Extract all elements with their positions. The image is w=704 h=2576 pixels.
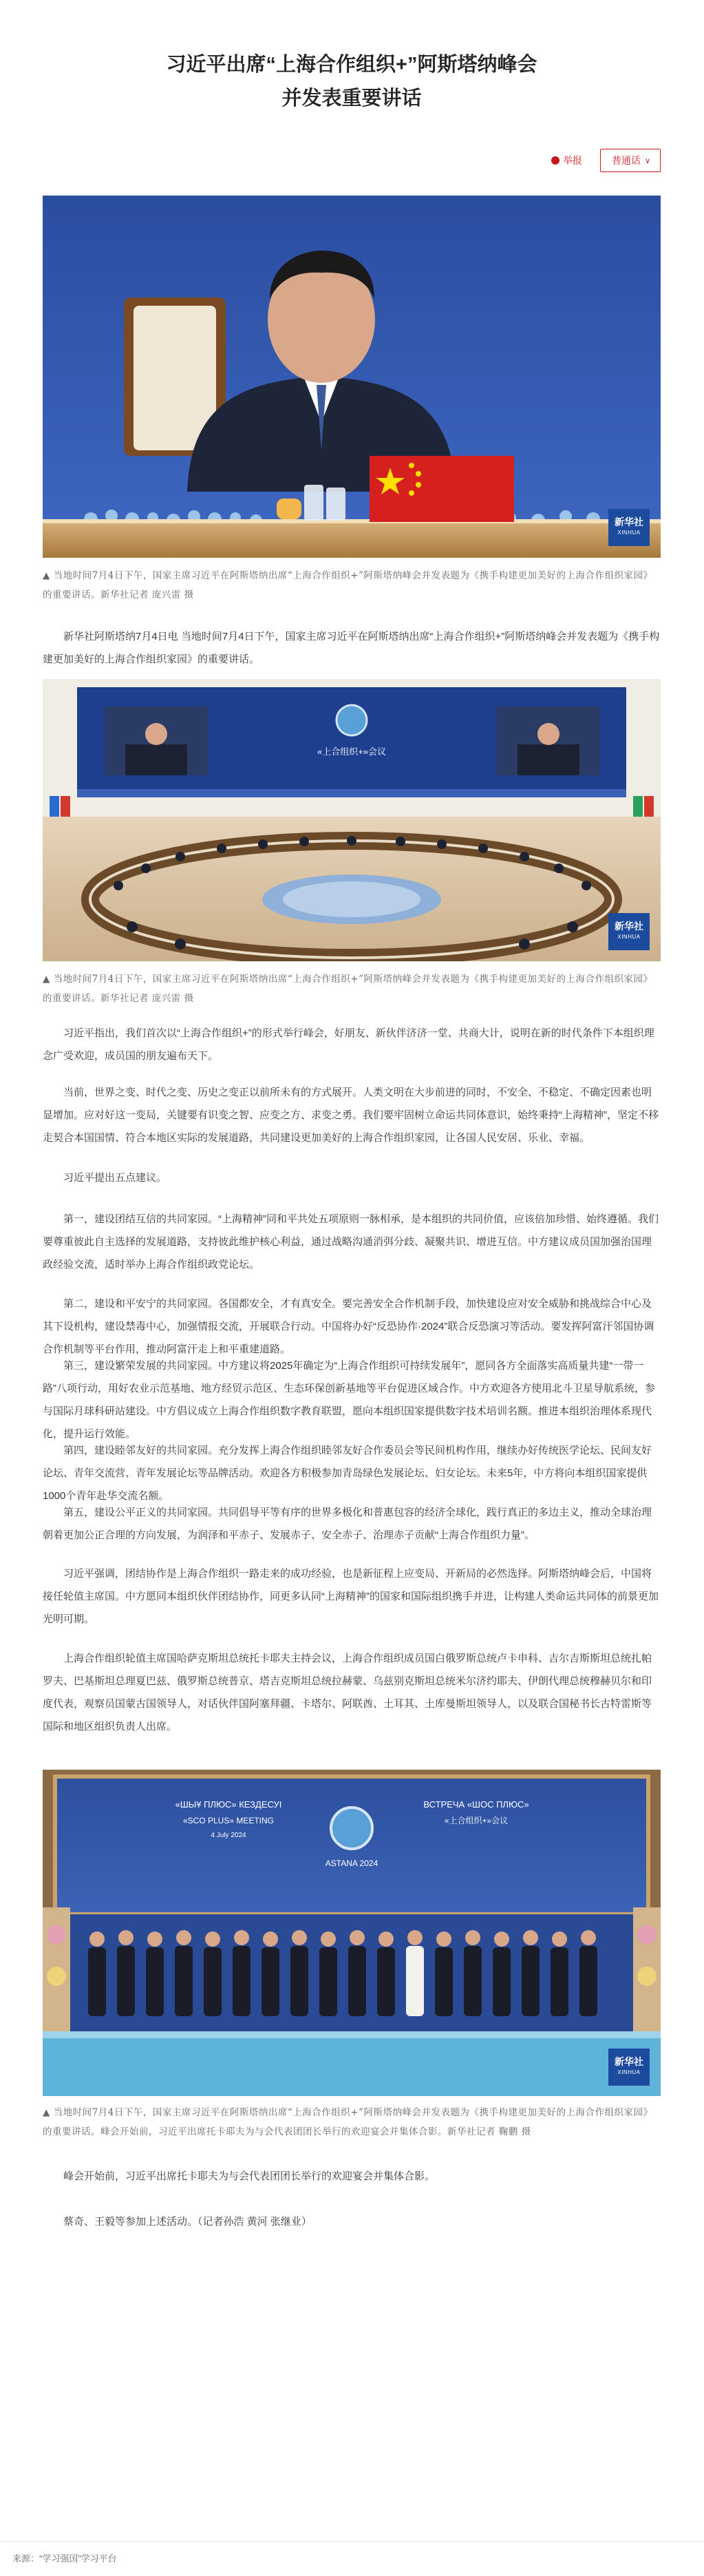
article-title-line1: 习近平出席“上海合作组织+”阿斯塔纳峰会 xyxy=(166,54,537,76)
article-photo-hall xyxy=(43,679,661,961)
article-title xyxy=(43,48,661,116)
audio-version-select[interactable] xyxy=(600,149,661,172)
group-backdrop-astana: ASTANA 2024 xyxy=(325,1858,378,1868)
hall-screen-text: «上合组织+»会议 xyxy=(317,746,387,757)
paragraph-5: 第一，建设团结互信的共同家园。“上海精神”同和平共处五项原则一脉相承，是本组织的共同价值，应该倍加珍惜、始终遵循。我们要尊重彼此自主选择的发展道路，支持彼此维护核心利益，通过战略沟通消弭分歧、凝聚共识、增进互信。中方建议成员国加强治国理政经验交流，适时举办上海合作组织政党论坛。 xyxy=(43,1213,659,1270)
article-tools xyxy=(551,149,661,172)
article-photo-group xyxy=(43,1770,661,2096)
report-icon xyxy=(551,156,559,165)
group-backdrop-cn: «上合组织+»会议 xyxy=(444,1816,509,1825)
report-label: 举报 xyxy=(562,155,582,166)
paragraph-12: 峰会开始前，习近平出席托卡耶夫为与会代表团团长举行的欢迎宴会并集体合影。 xyxy=(63,2170,436,2182)
paragraph-4: 习近平提出五点建议。 xyxy=(63,1172,167,1184)
xinhua-logo: 新华社 XINHUA xyxy=(608,2049,650,2086)
paragraph-1: 新华社阿斯塔纳7月4日电 当地时间7月4日下午，国家主席习近平在阿斯塔纳出席“上海合作组织+”阿斯塔纳峰会并发表题为《携手构建更加美好的上海合作组织家园》的重要讲话。 xyxy=(43,631,660,665)
xinhua-logo: 新华社 XINHUA xyxy=(608,913,650,950)
photo-speech-caption: ▲ 当地时间7月4日下午，国家主席习近平在阿斯塔纳出席“上海合作组织+”阿斯塔纳峰会并发表题为《携手构建更加美好的上海合作组织家园》的重要讲话。新华社记者 庞兴雷 摄 xyxy=(43,570,653,600)
group-backdrop-en: «SCO PLUS» MEETING xyxy=(182,1816,275,1825)
paragraph-10: 习近平强调，团结协作是上海合作组织一路走来的成功经验，也是新征程上应变局、开新局的必然选择。阿斯塔纳峰会后，中国将接任轮值主席国。中方愿同本组织伙伴团结协作，同更多认同“上海精神”的国家和国际组织携手并进，让构建人类命运共同体的前景更加光明可期。 xyxy=(43,1568,659,1625)
chevron-down-icon: ∨ xyxy=(644,156,650,165)
article-photo-speech xyxy=(43,196,661,558)
page-footer xyxy=(0,2541,704,2576)
paragraph-8: 第四，建设睦邻友好的共同家园。充分发挥上海合作组织睦邻友好合作委员会等民间机构作用，继续办好传统医学论坛、民间友好论坛、青年交流营、青年发展论坛等品牌活动。欢迎各方积极参加青岛绿色发展论坛、妇女论坛。未来5年，中方将向本组织国家提供1000个青年赴华交流名额。 xyxy=(43,1445,652,1502)
report-button[interactable] xyxy=(551,154,582,167)
source-label: 来源：“学习强国”学习平台 xyxy=(12,2553,117,2564)
group-backdrop-kz: «ШЫҰ ПЛЮС» КЕЗДЕСУІ xyxy=(175,1799,282,1810)
photo-group-image xyxy=(43,1770,661,2096)
audio-version-label: 普通话 xyxy=(611,155,641,166)
group-backdrop-date: 4 July 2024 xyxy=(211,1832,246,1839)
paragraph-7: 第三，建设繁荣发展的共同家园。中方建议将2025年确定为“上海合作组织可持续发展年”，愿同各方全面落实高质量共建“一带一路”八项行动，用好农业示范基地、地方经贸示范区、生态环保创新基地等平台促进区域合作。中方欢迎各方使用北斗卫星导航系统，参与国际月球科研站建设。中方倡议成立上海合作组织数字教育联盟，愿向本组织国家提供数字技术培训名额。推进本组织治理体系现代化，提升运行效能。 xyxy=(43,1360,656,1440)
paragraph-3: 当前，世界之变、时代之变、历史之变正以前所未有的方式展开。人类文明在大步前进的同时，不安全、不稳定、不确定因素也明显增加。应对好这一变局，关键要有识变之智、应变之方、求变之勇。我们要牢固树立命运共同体意识，始终秉持“上海精神”，坚定不移走契合本国国情、符合本地区实际的发展道路，共同建设更加美好的上海合作组织家园，让各国人民安居、乐业、幸福。 xyxy=(43,1087,659,1144)
paragraph-2: 习近平指出，我们首次以“上海合作组织+”的形式举行峰会，好朋友、新伙伴济济一堂、共商大计，说明在新的时代条件下本组织理念广受欢迎，成员国的朋友遍布天下。 xyxy=(43,1027,654,1062)
group-backdrop-ru: ВСТРЕЧА «ШОС ПЛЮС» xyxy=(423,1799,529,1810)
paragraph-9: 第五，建设公平正义的共同家园。共同倡导平等有序的世界多极化和普惠包容的经济全球化，践行真正的多边主义，推动全球治理朝着更加公正合理的方向发展，为润泽和平赤子、发展赤子、安全赤子、治理赤子贡献“上海合作组织力量”。 xyxy=(43,1507,652,1541)
paragraph-11: 上海合作组织轮值主席国哈萨克斯坦总统托卡耶夫主持会议，上海合作组织成员国白俄罗斯总统卢卡申科、吉尔吉斯斯坦总统扎帕罗夫、巴基斯坦总理夏巴兹、俄罗斯总统普京、塔吉克斯坦总统拉赫蒙、乌兹别克斯坦总统米尔济约耶夫、伊朗代理总统穆赫贝尔和印度代表，观察员国蒙古国领导人，对话伙伴国阿塞拜疆、卡塔尔、阿联酋、土耳其、土库曼斯坦领导人，以及联合国秘书长古特雷斯等国际和地区组织负责人出席。 xyxy=(43,1653,652,1732)
photo-hall-image xyxy=(43,679,661,961)
photo-hall-caption: ▲ 当地时间7月4日下午，国家主席习近平在阿斯塔纳出席“上海合作组织+”阿斯塔纳峰会并发表题为《携手构建更加美好的上海合作组织家园》的重要讲话。新华社记者 庞兴雷 摄 xyxy=(43,974,653,1004)
paragraph-13: 蔡奇、王毅等参加上述活动。（记者孙浩 黄河 张继业） xyxy=(63,2216,312,2228)
photo-group-caption: ▲ 当地时间7月4日下午，国家主席习近平在阿斯塔纳出席“上海合作组织+”阿斯塔纳峰会并发表题为《携手构建更加美好的上海合作组织家园》的重要讲话。峰会开始前，习近平出席托卡耶夫为与会代表团团长举行的欢迎宴会并集体合影。新华社记者 鞠鹏 摄 xyxy=(43,2107,653,2137)
paragraph-6: 第二，建设和平安宁的共同家园。各国都安全，才有真安全。要完善安全合作机制手段，加快建设应对安全威胁和挑战综合中心及其下设机构，建设禁毒中心，加强情报交流，开展联合行动。中国将办好“反恐协作·2024”联合反恐演习等活动。要发挥阿富汗邻国协调合作机制等平台作用，推动阿富汗走上和平重建道路。 xyxy=(43,1298,654,1355)
photo-speech-image xyxy=(43,196,661,558)
xinhua-logo: 新华社 XINHUA xyxy=(608,509,650,546)
article-title-line2: 并发表重要讲话 xyxy=(281,87,422,109)
